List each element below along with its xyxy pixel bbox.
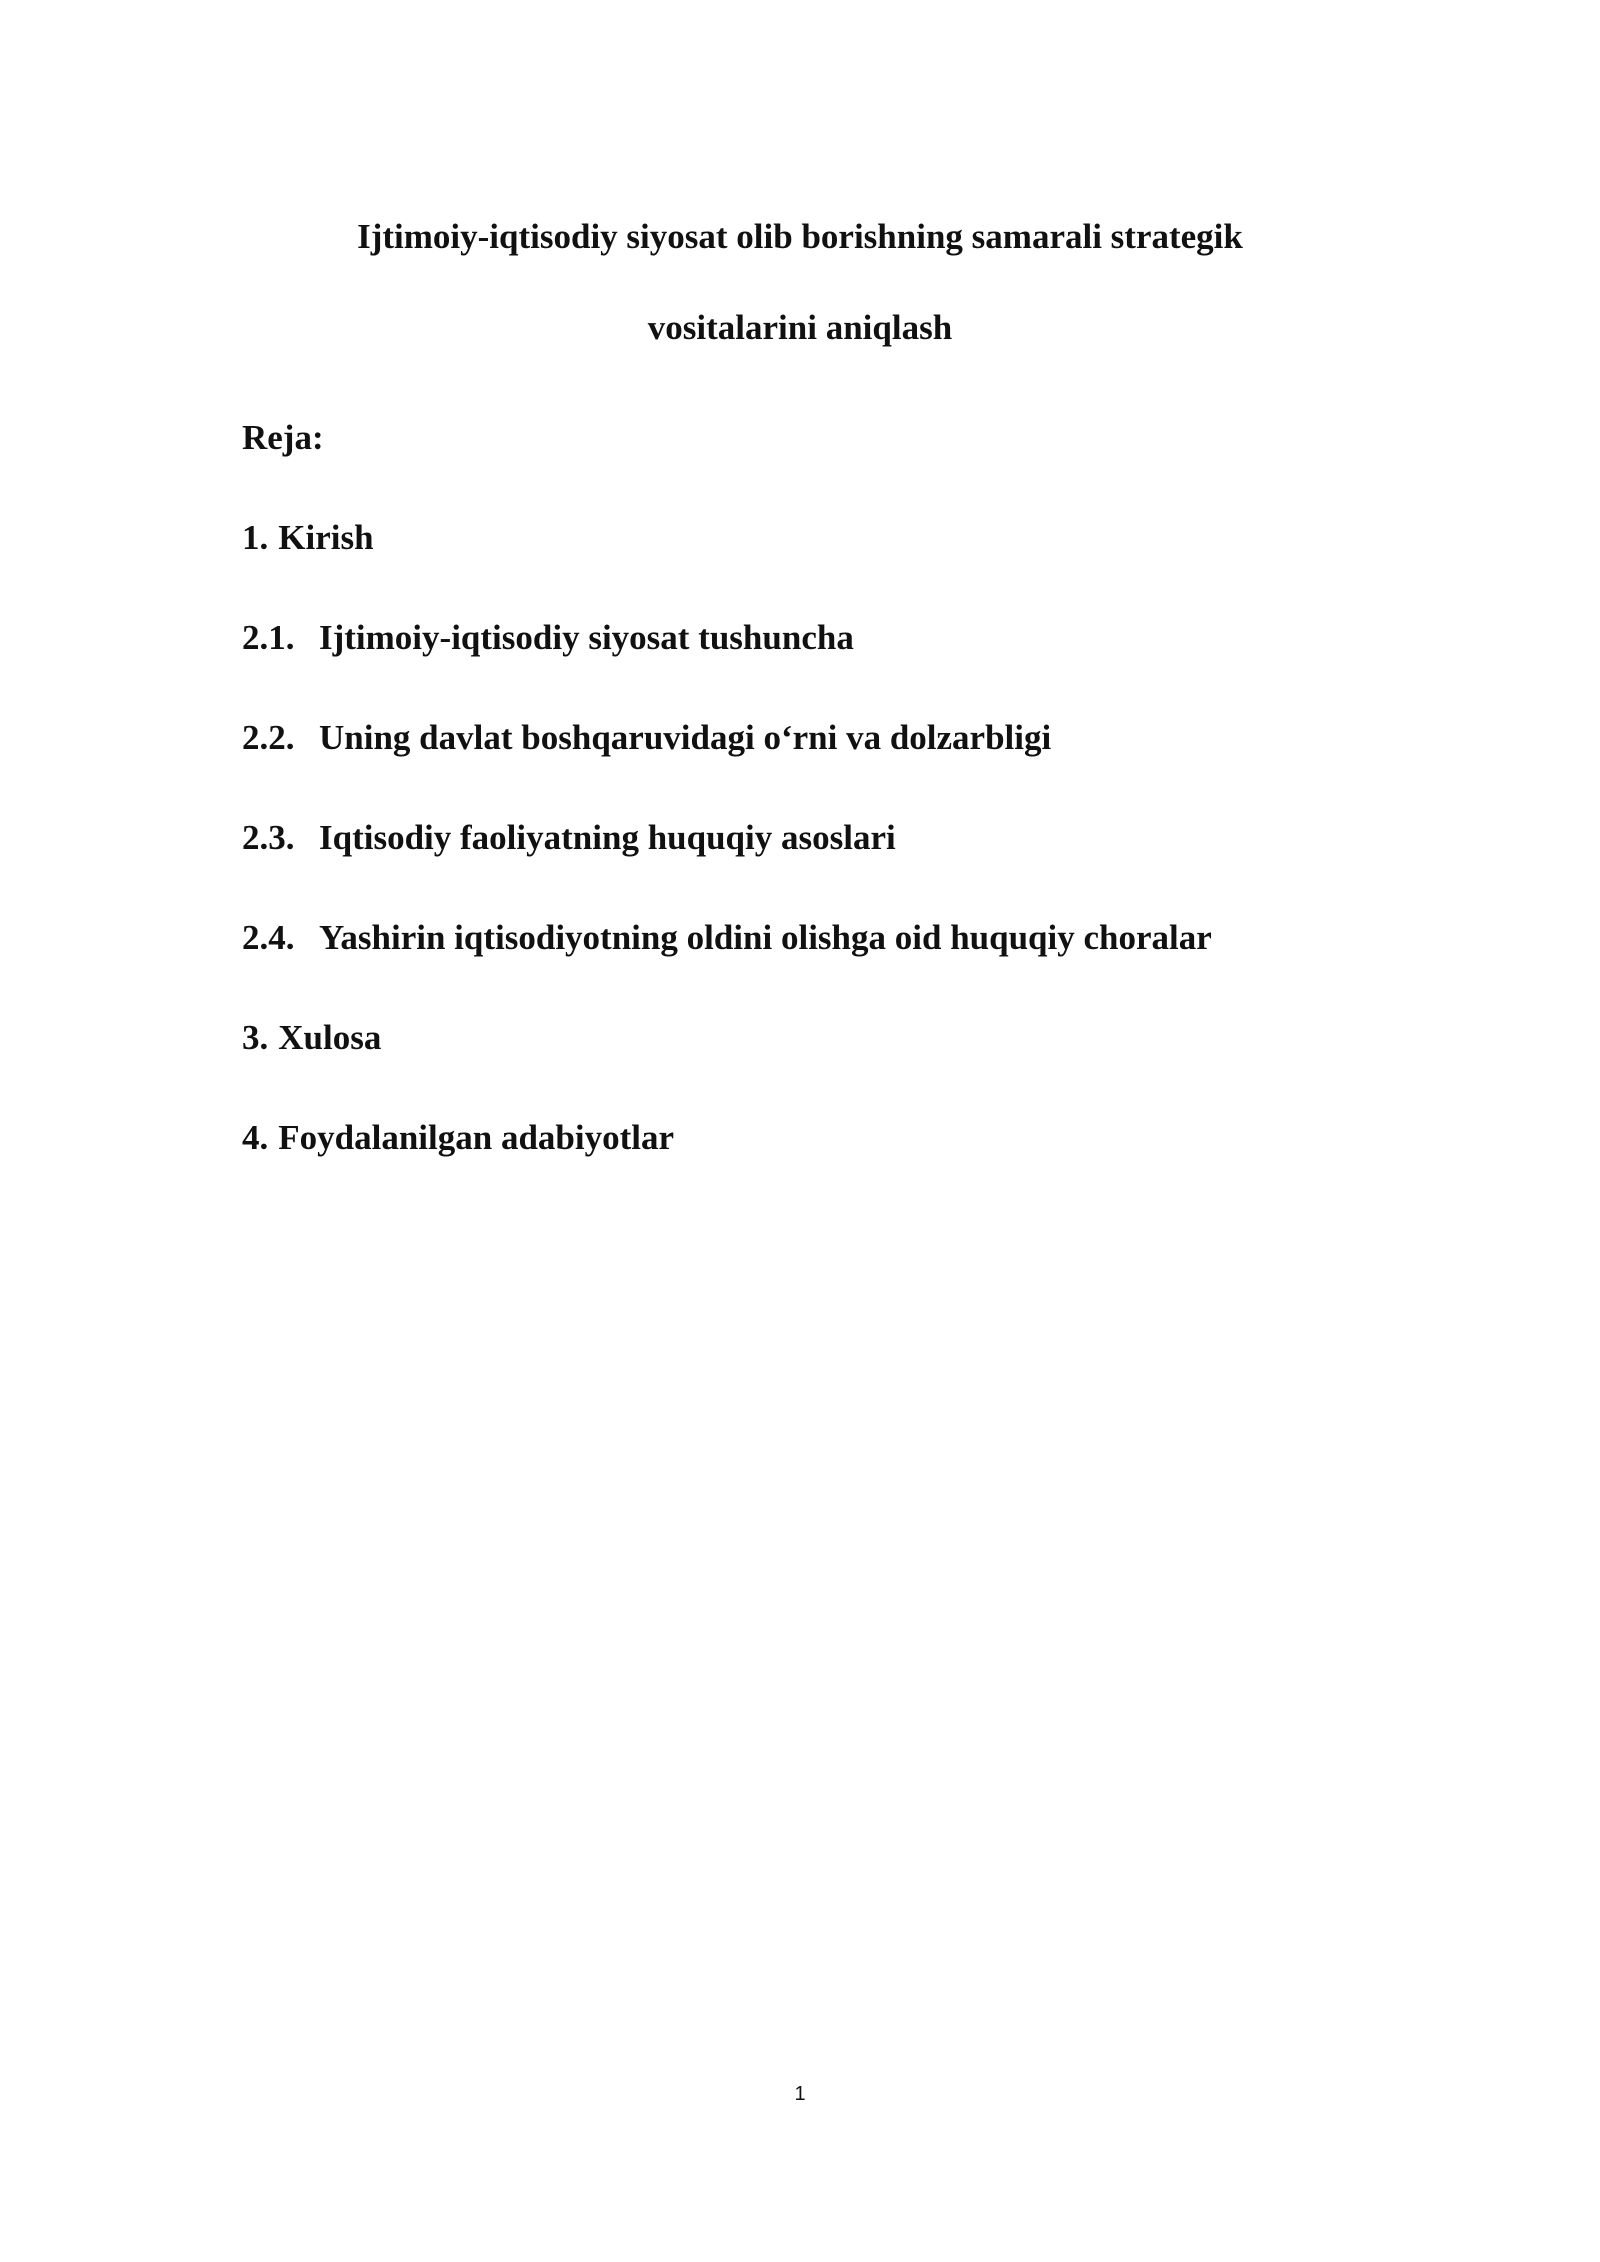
plan-item — [242, 818, 1212, 858]
plan-item — [242, 518, 1212, 558]
plan-item-number: 1. — [242, 518, 269, 557]
plan-item-text: Kirish — [278, 518, 374, 557]
plan-item-number: 3. — [242, 1018, 269, 1057]
plan-item — [242, 718, 1212, 758]
plan-item-text: Ijtimoiy-iqtisodiy siyosat tushuncha — [319, 618, 854, 657]
plan-item-number: 2.2. — [242, 718, 295, 757]
plan-item-text: Uning davlat boshqaruvidagi o‘rni va dolzarbligi — [319, 718, 1052, 757]
plan-item-text: Foydalanilgan adabiyotlar — [278, 1118, 675, 1157]
plan-item-number: 2.1. — [242, 618, 295, 657]
plan-item-number: 2.4. — [242, 918, 295, 957]
document-title-line-2: vositalarini aniqlash — [647, 308, 953, 347]
plan-heading: Reja: — [242, 418, 324, 457]
plan-item-number: 2.3. — [242, 818, 295, 857]
plan-item-text: Iqtisodiy faoliyatning huquqiy asoslari — [319, 818, 896, 857]
document-title-line-1: Ijtimoiy-iqtisodiy siyosat olib borishning samarali strategik — [357, 217, 1243, 256]
plan-item — [242, 1118, 1212, 1158]
plan-item-number: 4. — [242, 1118, 269, 1157]
plan-list — [242, 518, 1212, 1218]
plan-item-text: Xulosa — [278, 1018, 382, 1057]
plan-item — [242, 618, 1212, 658]
plan-item-text: Yashirin iqtisodiyotning oldini olishga oid huquqiy choralar — [319, 918, 1212, 957]
plan-item — [242, 1018, 1212, 1058]
plan-item — [242, 918, 1212, 958]
page-number: 1 — [794, 2083, 806, 2105]
